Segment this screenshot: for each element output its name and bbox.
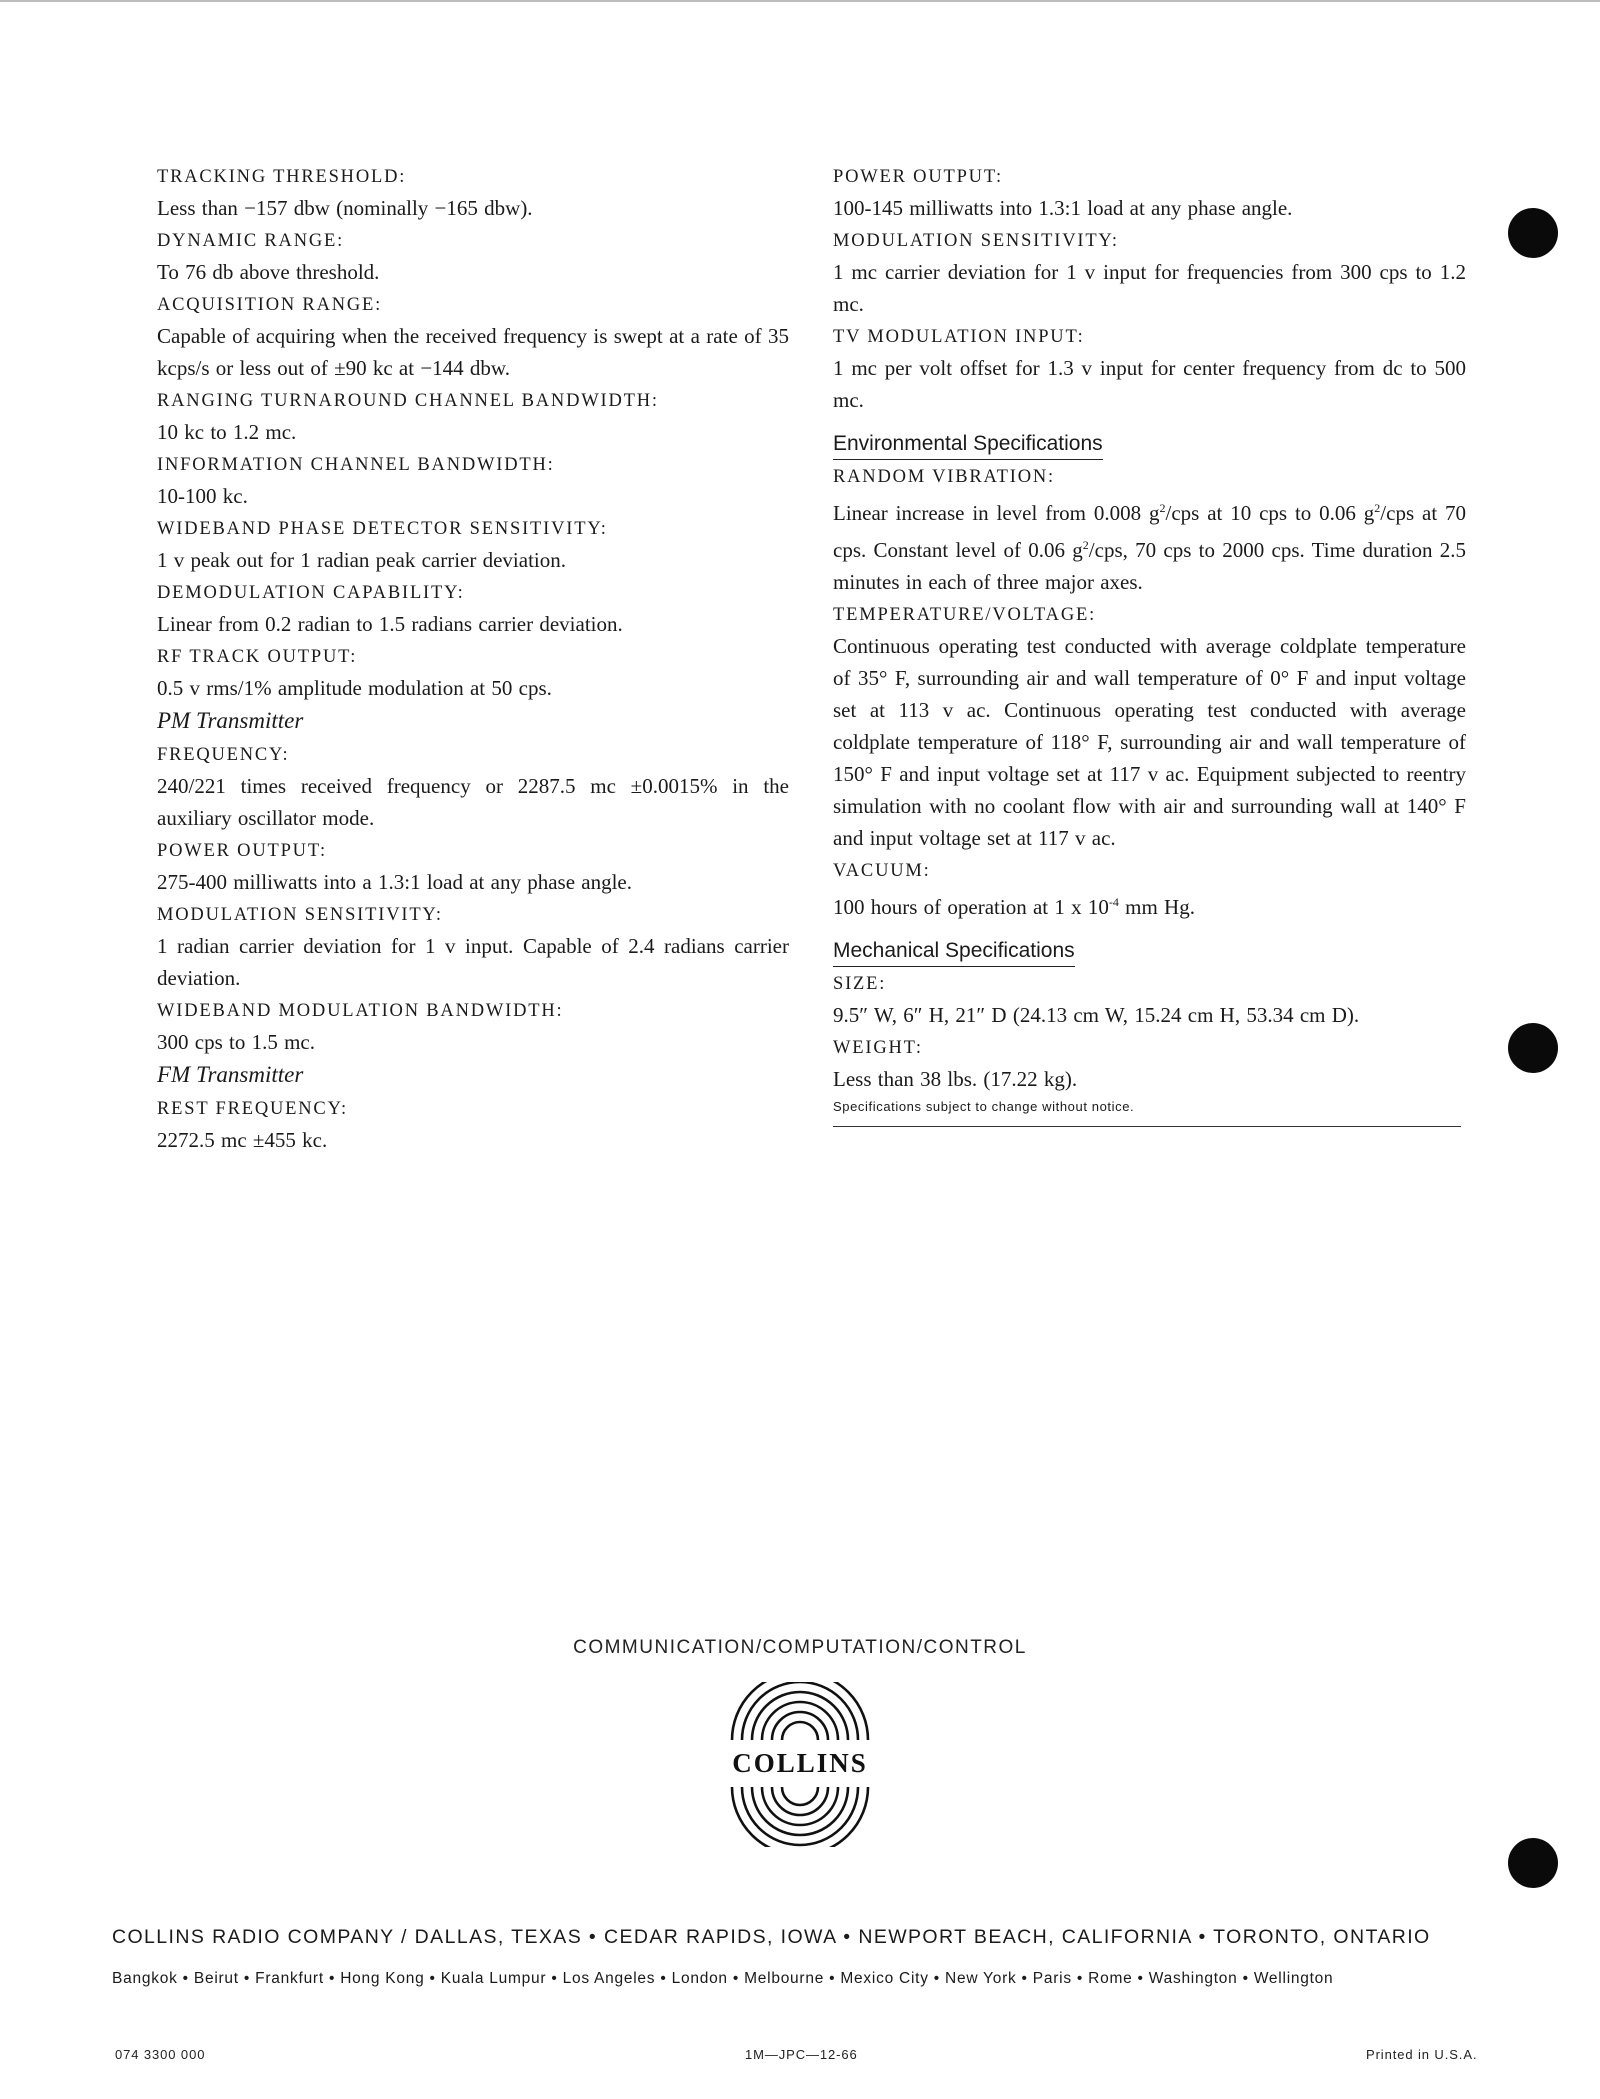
- spec-value: 10 kc to 1.2 mc.: [157, 420, 297, 444]
- logo-lower-arcs: [732, 1787, 868, 1847]
- mechanical-specifications-heading: Mechanical Specifications: [833, 937, 1075, 967]
- logo-upper-arcs: [732, 1682, 868, 1740]
- punch-hole-icon: [1508, 1838, 1558, 1888]
- spec-label: MODULATION SENSITIVITY:: [833, 231, 1119, 251]
- spec-label: WEIGHT:: [833, 1038, 923, 1058]
- spec-label: DEMODULATION CAPABILITY:: [157, 583, 465, 603]
- punch-hole-icon: [1508, 1023, 1558, 1073]
- spec-label: FREQUENCY:: [157, 745, 290, 765]
- spec-value: Continuous operating test conducted with average coldplate temperature of 35° F, surrounding air and wall temperature of 0° F and input voltage set at 113 v ac. Continuous operating test conducted with average coldplate temperature of 118° F, surrounding air and wall temperature of 150° F and input voltage set at 117 v ac. Equipment subjected to reentry simulation with no coolant flow with air and surrounding wall at 140° F and input voltage set at 117 v ac.: [833, 634, 1466, 850]
- spec-value: Less than 38 lbs. (17.22 kg).: [833, 1067, 1078, 1091]
- spec-value: Less than −157 dbw (nominally −165 dbw).: [157, 196, 533, 220]
- environmental-specifications-heading: Environmental Specifications: [833, 430, 1103, 460]
- spec-label: INFORMATION CHANNEL BANDWIDTH:: [157, 455, 555, 475]
- spec-value: 240/221 times received frequency or 2287.5 mc ±0.0015% in the auxiliary oscillator mode.: [157, 774, 789, 830]
- spec-label: REST FREQUENCY:: [157, 1099, 348, 1119]
- random-vibration-value: Linear increase in level from 0.008 $g^2$/cps at 10 cps to 0.06 $g^2$/cps at 70 cps. Constant level of 0.06 $g^2$/cps, 70 cps to 2000 cps. Time duration 2.5 minutes in each of three major axes.: [833, 501, 1467, 594]
- printed-in: Printed in U.S.A.: [1366, 2047, 1478, 2062]
- spec-label: POWER OUTPUT:: [833, 167, 1003, 187]
- left-spec-column: [157, 160, 789, 1156]
- change-notice: Specifications subject to change without notice.: [833, 1099, 1135, 1114]
- spec-value: 9.5″ W, 6″ H, 21″ D (24.13 cm W, 15.24 cm H, 53.34 cm D).: [833, 1003, 1360, 1027]
- spec-value: Linear from 0.2 radian to 1.5 radians carrier deviation.: [157, 612, 623, 636]
- spec-value: 0.5 v rms/1% amplitude modulation at 50 cps.: [157, 676, 552, 700]
- company-address-line: COLLINS RADIO COMPANY / DALLAS, TEXAS • CEDAR RAPIDS, IOWA • NEWPORT BEACH, CALIFORNIA • TORONTO, ONTARIO: [112, 1926, 1431, 1948]
- spec-label: MODULATION SENSITIVITY:: [157, 905, 443, 925]
- spec-value: 2272.5 mc ±455 kc.: [157, 1128, 328, 1152]
- spec-value: To 76 db above threshold.: [157, 260, 380, 284]
- spec-label: TV MODULATION INPUT:: [833, 327, 1085, 347]
- spec-label: WIDEBAND PHASE DETECTOR SENSITIVITY:: [157, 519, 608, 539]
- spec-value: 10-100 kc.: [157, 484, 248, 508]
- spec-label: ACQUISITION RANGE:: [157, 295, 383, 315]
- vacuum-value: 100 hours of operation at 1 x $10^{-4}$ mm Hg.: [833, 895, 1195, 919]
- logo-wordmark: COLLINS: [732, 1748, 868, 1778]
- spec-label: RANDOM VIBRATION:: [833, 467, 1055, 487]
- spec-label: TEMPERATURE/VOLTAGE:: [833, 605, 1097, 625]
- spec-value: 1 mc per volt offset for 1.3 v input for center frequency from dc to 500 mc.: [833, 356, 1466, 412]
- collins-logo: [720, 1682, 880, 1847]
- spec-label: POWER OUTPUT:: [157, 841, 327, 861]
- spec-value: Capable of acquiring when the received frequency is swept at a rate of 35 kcps/s or less out of ±90 kc at −144 dbw.: [157, 324, 789, 380]
- transmitter-subheading: PM Transmitter: [157, 708, 304, 733]
- spec-value: 1 mc carrier deviation for 1 v input for frequencies from 300 cps to 1.2 mc.: [833, 260, 1466, 316]
- spec-value: 1 v peak out for 1 radian peak carrier deviation.: [157, 548, 566, 572]
- top-edge-rule: [0, 0, 1600, 2]
- spec-label: TRACKING THRESHOLD:: [157, 167, 407, 187]
- office-cities-line: Bangkok • Beirut • Frankfurt • Hong Kong • Kuala Lumpur • Los Angeles • London • Melbourne • Mexico City • New York • Paris • Rome • Washington • Wellington: [112, 1970, 1334, 1987]
- punch-hole-icon: [1508, 208, 1558, 258]
- right-spec-column: [833, 160, 1466, 1127]
- spec-label: WIDEBAND MODULATION BANDWIDTH:: [157, 1001, 564, 1021]
- document-number: 074 3300 000: [115, 2047, 206, 2062]
- transmitter-subheading: FM Transmitter: [157, 1062, 304, 1087]
- spec-label: RANGING TURNAROUND CHANNEL BANDWIDTH:: [157, 391, 659, 411]
- spec-value: 300 cps to 1.5 mc.: [157, 1030, 315, 1054]
- spec-value: 100-145 milliwatts into 1.3:1 load at any phase angle.: [833, 196, 1293, 220]
- spec-label: VACUUM:: [833, 861, 931, 881]
- section-end-rule: [833, 1126, 1461, 1127]
- corporate-tagline: COMMUNICATION/COMPUTATION/CONTROL: [573, 1637, 1027, 1658]
- spec-label: RF TRACK OUTPUT:: [157, 647, 358, 667]
- print-code: 1M—JPC—12-66: [745, 2047, 858, 2062]
- spec-label: DYNAMIC RANGE:: [157, 231, 345, 251]
- spec-value: 275-400 milliwatts into a 1.3:1 load at any phase angle.: [157, 870, 632, 894]
- spec-label: SIZE:: [833, 974, 887, 994]
- spec-value: 1 radian carrier deviation for 1 v input. Capable of 2.4 radians carrier deviation.: [157, 934, 789, 990]
